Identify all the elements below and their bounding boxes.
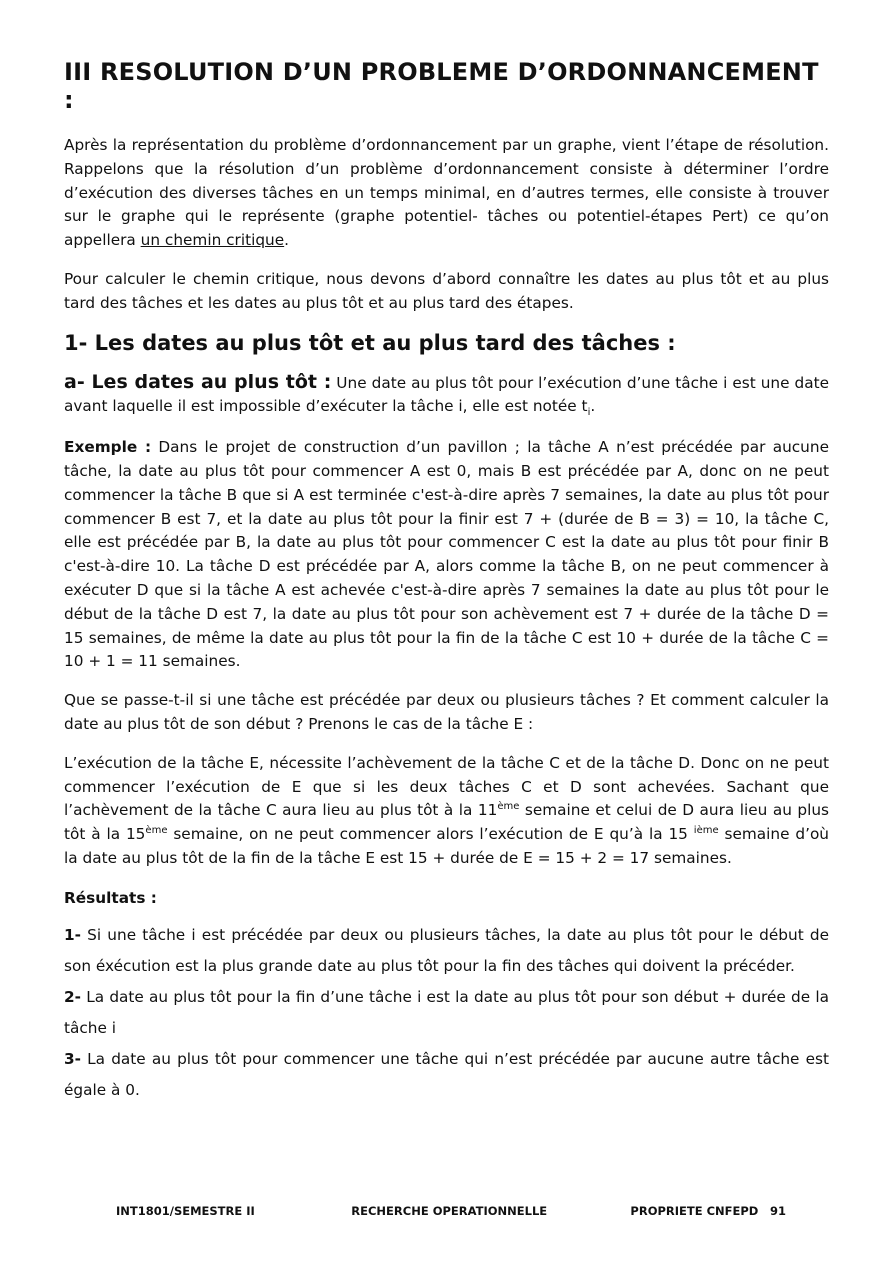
result-item: 3- La date au plus tôt pour commencer une tâche qui n’est précédée par aucune autre tâche est égale à 0. [64,1049,829,1099]
page-number: 91 [769,1204,786,1218]
definition-paragraph: a- Les dates au plus tôt : Une date au plus tôt pour l’exécution d’une tâche i est une date avant laquelle il est impossible d’exécuter la tâche i, elle est notée $t_i$. [64,370,829,419]
example-paragraph: Exemple : Dans le projet de construction d’un pavillon ; la tâche A n’est précédée par aucune tâche, la date au plus tôt pour commencer A est 0, mais B est précédée par A, donc on ne peut commencer la tâche B que si A est terminée c'est-à-dire après 7 semaines, la date au plus tôt pour commencer B est 7, et la date au plus tôt pour la finir est 7 + (durée de B = 3) = 10, la tâche C, elle est précédée par B, la date au plus tôt pour commencer C est la date au plus tôt pour finir B c'est-à-dire 10. La tâche D est précédée par A, alors comme la tâche B, on ne peut commencer à exécuter D que si la tâche A est achevée c'est-à-dire après 7 semaines la date au plus tôt pour le début de la tâche D est 7, la date au plus tôt pour son achèvement est 7 + durée de la tâche D = 15 semaines, de même la date au plus tôt pour la fin de la tâche C est 10 + durée de la tâche C = 10 + 1 = 11 semaines. [64,438,829,671]
footer-course-code: INT1801/SEMESTRE II [116,1204,255,1218]
question-paragraph: Que se passe-t-il si une tâche est précédée par deux ou plusieurs tâches ? Et comment calculer la date au plus tôt de son début ? Prenons le cas de la tâche E : [64,691,829,733]
page-footer [116,1204,786,1218]
task-e-paragraph: L’exécution de la tâche E, nécessite l’achèvement de la tâche C et de la tâche D. Donc on ne peut commencer l’exécution de E que si les deux tâches C et D sont achevées. Sachant que l’achèvement de la tâche C aura lieu au plus tôt à la 11ème semaine et celui de D aura lieu au plus tôt à la 15ème semaine, on ne peut commencer alors l’exécution de E qu’à la 15 $^{ième}$ semaine d’où la date au plus tôt de la fin de la tâche E est 15 + durée de E = 15 + 2 = 17 semaines. [64,753,830,867]
document-page [64,58,829,1106]
footer-owner: PROPRIETE CNFEPD [630,1204,759,1218]
result-item: 2- La date au plus tôt pour la fin d’une tâche i est la date au plus tôt pour son début + durée de la tâche i [64,987,829,1037]
example-label: Exemple : [64,438,152,457]
intro-text: Après la représentation du problème d’ordonnancement par un graphe, vient l’étape de résolution. Rappelons que la résolution d’un problème d’ordonnancement consiste à déterminer l’ordre d’exécution des diverses tâches en un temps minimal, en d’autres termes, elle consiste à trouver sur le graphe qui le représente (graphe potentiel- tâches ou potentiel-étapes Pert) ce qu’on appellera [64,136,829,250]
results-heading: Résultats : [64,888,157,907]
subsection-label: a- Les dates au plus tôt : [64,370,332,393]
results-section [64,886,829,1106]
page-title: III RESOLUTION D’UN PROBLEME D’ORDONNANCEMENT : [64,58,819,114]
footer-course-name: RECHERCHE OPERATIONNELLE [351,1204,548,1218]
critical-path-term: un chemin critique [140,231,285,250]
intro-paragraph-1: Après la représentation du problème d’ordonnancement par un graphe, vient l’étape de résolution. Rappelons que la résolution d’un problème d’ordonnancement consiste à déterminer l’ordre d’exécution des diverses tâches en un temps minimal, en d’autres termes, elle consiste à trouver sur le graphe qui le représente (graphe potentiel- tâches ou potentiel-étapes Pert) ce qu’on appellera un chemin critique. [64,136,829,250]
intro-paragraph-2: Pour calculer le chemin critique, nous devons d’abord connaître les dates au plus tôt et au plus tard des tâches et les dates au plus tôt et au plus tard des étapes. [64,269,829,312]
result-item: 1- Si une tâche i est précédée par deux ou plusieurs tâches, la date au plus tôt pour le début de son éxécution est la plus grande date au plus tôt pour la fin des tâches qui doivent la précéder. [64,925,829,975]
section-heading: 1- Les dates au plus tôt et au plus tard des tâches : [64,330,676,355]
